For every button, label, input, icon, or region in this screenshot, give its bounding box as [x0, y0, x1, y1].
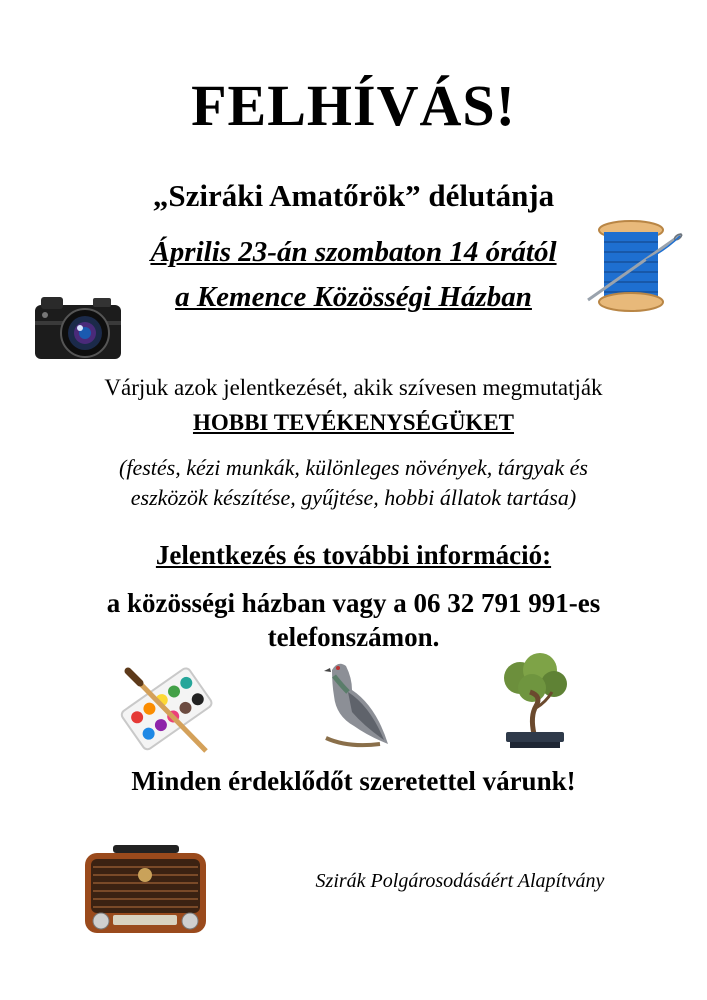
organizer-name: Szirák Polgárosodásáért Alapítvány	[315, 870, 605, 892]
event-date: Április 23-án szombaton 14 órától	[150, 236, 557, 268]
camera-icon	[33, 291, 123, 361]
thread-spool-icon	[586, 220, 686, 312]
bonsai-tree-icon	[500, 652, 570, 752]
poster-title: FELHÍVÁS!	[191, 73, 516, 138]
hobby-heading: HOBBI TEVÉKENYSÉGÜKET	[192, 410, 515, 435]
examples-line-1: (festés, kézi munkák, különleges növények, tárgyak és	[119, 455, 588, 480]
pigeon-icon	[318, 656, 393, 751]
registration-line-1: a közösségi házban vagy a 06 32 791 991-es	[106, 588, 601, 618]
registration-line-2: telefonszámon.	[267, 622, 440, 652]
paint-palette-icon	[118, 665, 213, 755]
radio-icon	[83, 845, 208, 935]
event-subtitle: „Sziráki Amatőrök” délutánja	[152, 178, 555, 213]
examples-line-2: eszközök készítése, gyűjtése, hobbi állatok tartása)	[130, 485, 577, 510]
invite-text: Várjuk azok jelentkezését, akik szívesen megmutatják	[104, 375, 603, 400]
event-venue: a Kemence Közösségi Házban	[175, 281, 532, 313]
welcome-message: Minden érdeklődőt szeretettel várunk!	[131, 766, 576, 796]
registration-heading: Jelentkezés és további információ:	[155, 540, 552, 570]
